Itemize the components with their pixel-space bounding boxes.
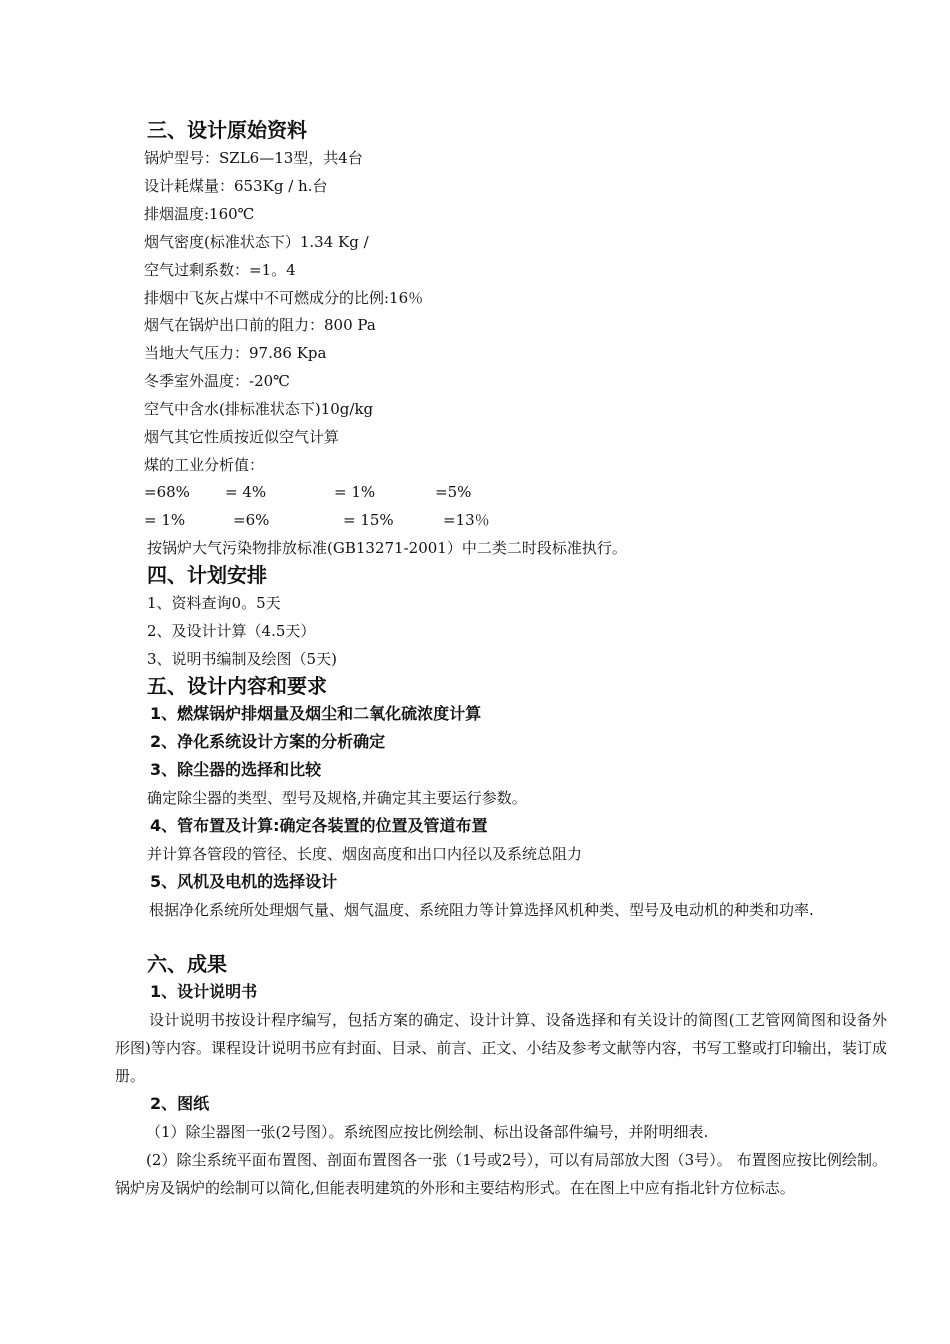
subheading: 3、除尘器的选择和比较 bbox=[150, 760, 322, 779]
body-text: 并计算各管段的管径、长度、烟囱高度和出口内径以及系统总阻力 bbox=[147, 845, 583, 863]
flue-gas-properties: 烟气其它性质按近似空气计算 bbox=[144, 428, 340, 446]
subheading: 2、净化系统设计方案的分析确定 bbox=[150, 732, 386, 751]
boiler-outlet-resistance: 烟气在锅炉出口前的阻力：800 Pa bbox=[144, 316, 376, 334]
subheading: 1、设计说明书 bbox=[150, 982, 258, 1001]
body-paragraph: （1）除尘器图一张(2号图）。系统图应按比例绘制、标出设备部件编号，并附明细表. bbox=[146, 1123, 709, 1141]
flue-gas-density: 烟气密度(标准状态下）1.34 Kg / bbox=[144, 233, 369, 251]
coal-consumption: 设计耗煤量：653Kg / h.台 bbox=[144, 177, 328, 195]
atmospheric-pressure: 当地大气压力：97.86 Kpa bbox=[144, 344, 327, 362]
winter-outdoor-temperature: 冬季室外温度：-20℃ bbox=[144, 372, 290, 390]
analysis-value: = 1% bbox=[334, 483, 376, 501]
body-paragraph: (2）除尘系统平面布置图、剖面布置图各一张（1号或2号），可以有局部放大图（3号）。 布置图应按比例绘制。锅炉房及锅炉的绘制可以简化,但能表明建筑的外形和主要结构形式。在在图上中应有指北针方位标志。 bbox=[115, 1151, 887, 1197]
analysis-value: = 15% bbox=[343, 511, 394, 529]
body-paragraph: 设计说明书按设计程序编写，包括方案的确定、设计计算、设备选择和有关设计的简图(工艺管网简图和设备外形图)等内容。课程设计说明书应有封面、目录、前言、正文、小结及参考文献等内容，书写工整或打印输出，装订成册。 bbox=[115, 1011, 887, 1085]
section-5-heading: 五、设计内容和要求 bbox=[147, 674, 327, 698]
subheading: 2、图纸 bbox=[150, 1094, 210, 1113]
subheading: 1、燃煤锅炉排烟量及烟尘和二氧化硫浓度计算 bbox=[150, 704, 482, 723]
excess-air-coefficient: 空气过剩系数：=1。4 bbox=[144, 261, 296, 279]
plan-item: 3、说明书编制及绘图（5天) bbox=[147, 650, 337, 668]
subheading: 4、管布置及计算:确定各装置的位置及管道布置 bbox=[150, 816, 488, 835]
section-6-heading: 六、成果 bbox=[147, 952, 227, 976]
analysis-value: =68% bbox=[144, 483, 190, 501]
plan-item: 1、资料查询0。5天 bbox=[147, 594, 281, 612]
emission-standard: 按锅炉大气污染物排放标准(GB13271-2001）中二类二时段标准执行。 bbox=[147, 539, 627, 557]
analysis-value: =6% bbox=[233, 511, 270, 529]
analysis-value: =13％ bbox=[443, 511, 490, 529]
air-moisture: 空气中含水(排标准状态下)10g/kg bbox=[144, 400, 374, 418]
coal-analysis-label: 煤的工业分析值： bbox=[144, 456, 265, 474]
exhaust-temperature: 排烟温度:160℃ bbox=[144, 205, 255, 223]
fly-ash-ratio: 排烟中飞灰占煤中不可燃成分的比例:16％ bbox=[144, 289, 424, 307]
analysis-value: = 1% bbox=[144, 511, 186, 529]
boiler-model: 锅炉型号：SZL6—13型，共4台 bbox=[144, 149, 363, 167]
body-text: 确定除尘器的类型、型号及规格,并确定其主要运行参数。 bbox=[147, 789, 527, 807]
analysis-value: = 4% bbox=[225, 483, 267, 501]
plan-item: 2、及设计计算（4.5天） bbox=[147, 622, 316, 640]
subheading: 5、风机及电机的选择设计 bbox=[150, 872, 338, 891]
section-3-heading: 三、设计原始资料 bbox=[147, 118, 307, 142]
analysis-value: =5% bbox=[435, 483, 472, 501]
section-4-heading: 四、计划安排 bbox=[147, 563, 267, 587]
body-paragraph: 根据净化系统所处理烟气量、烟气温度、系统阻力等计算选择风机种类、型号及电动机的种类和功率. bbox=[149, 901, 814, 919]
